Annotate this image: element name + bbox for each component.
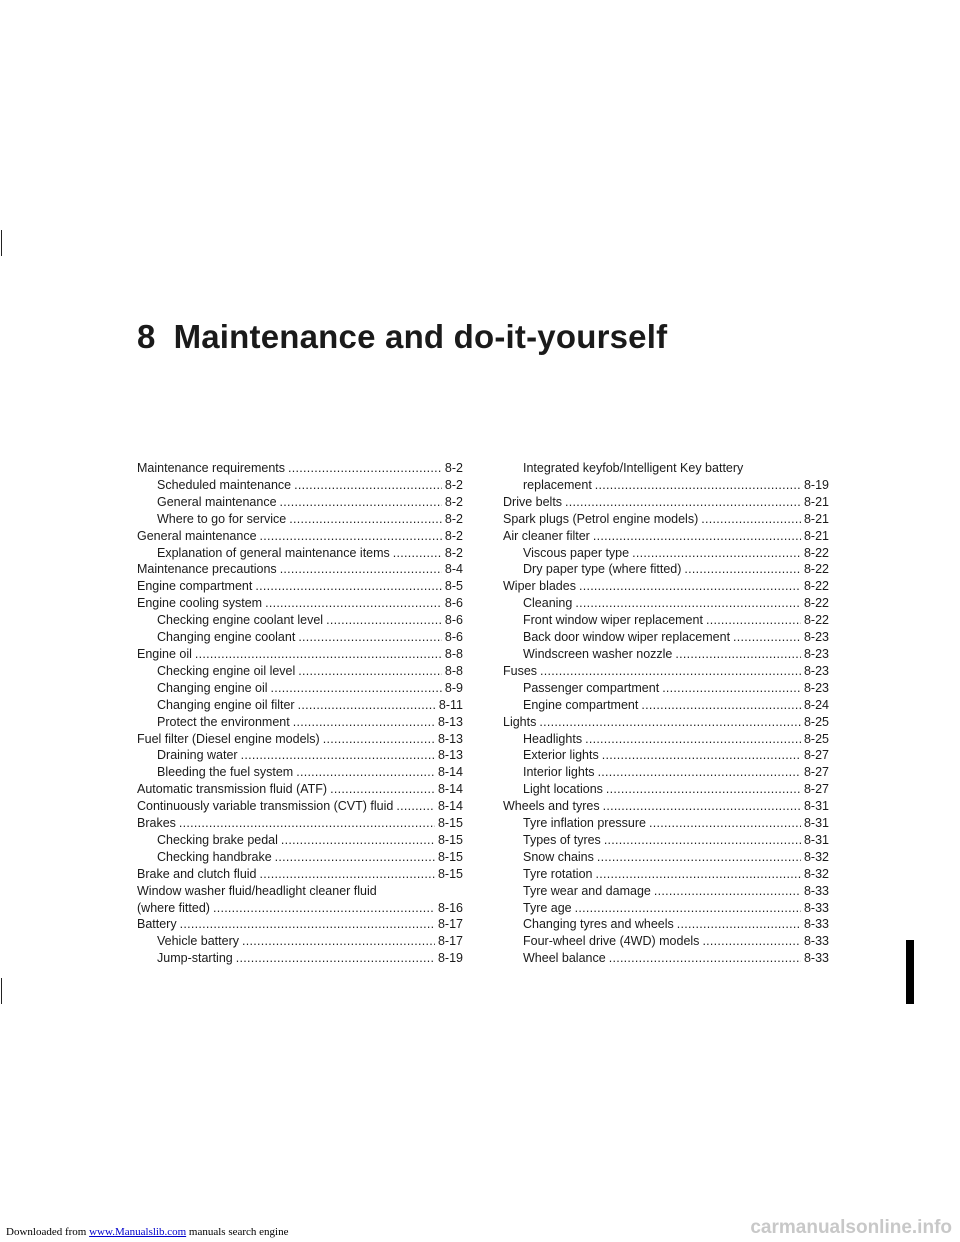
toc-entry-page: 8-32 <box>803 866 829 881</box>
toc-entry-label: Windscreen washer nozzle <box>523 646 673 661</box>
chapter-title-text: Maintenance and do-it-yourself <box>173 318 668 355</box>
toc-entry-page: 8-21 <box>803 528 829 543</box>
toc-entry-page: 8-23 <box>803 630 829 645</box>
toc-entry-page: 8-15 <box>437 816 463 831</box>
toc-entry[interactable] <box>503 781 829 798</box>
toc-entry[interactable] <box>503 578 829 595</box>
toc-entry[interactable] <box>137 731 463 748</box>
toc-entry-label: Changing tyres and wheels <box>523 917 674 932</box>
toc-entry-label: Automatic transmission fluid (ATF) <box>137 782 328 797</box>
toc-entry-page: 8-33 <box>803 951 829 966</box>
toc-entry-label: Maintenance precautions <box>137 562 277 577</box>
toc-leader-dots <box>595 866 800 883</box>
toc-entry[interactable] <box>503 629 829 646</box>
toc-entry-label: Interior lights <box>523 765 595 780</box>
toc-entry[interactable] <box>503 764 829 781</box>
toc-entry-page: 8-33 <box>803 934 829 949</box>
toc-entry[interactable] <box>137 680 463 697</box>
toc-leader-dots <box>632 545 801 562</box>
toc-entry-label: Protect the environment <box>157 714 290 729</box>
toc-entry-page: 8-22 <box>803 613 829 628</box>
toc-leader-dots <box>575 900 801 917</box>
toc-entry-page: 8-27 <box>803 782 829 797</box>
toc-entry[interactable] <box>503 561 829 578</box>
toc-entry-label: Back door window wiper replacement <box>523 630 731 645</box>
toc-entry-label: Cleaning <box>523 596 573 611</box>
toc-entry-page: 8-11 <box>438 697 463 712</box>
toc-entry-label: Front window wiper replacement <box>523 613 703 628</box>
download-footer <box>6 1226 288 1238</box>
toc-entry-label: Fuel filter (Diesel engine models) <box>137 731 320 746</box>
toc-entry[interactable] <box>503 731 829 748</box>
toc-entry[interactable] <box>137 528 463 545</box>
toc-leader-dots <box>604 832 801 849</box>
toc-leader-dots <box>662 680 801 697</box>
toc-leader-dots <box>280 561 442 578</box>
toc-entry[interactable] <box>503 798 829 815</box>
toc-entry-page: 8-21 <box>803 511 829 526</box>
toc-entry-label: Where to go for service <box>157 511 287 526</box>
toc-entry[interactable] <box>137 849 463 866</box>
chapter-title <box>137 318 667 356</box>
toc-entry[interactable] <box>503 612 829 629</box>
toc-leader-dots <box>597 849 801 866</box>
toc-entry-page: 8-21 <box>803 494 829 509</box>
toc-entry-page: 8-27 <box>803 748 829 763</box>
toc-entry-page: 8-16 <box>437 900 463 915</box>
toc-entry-label: Explanation of general maintenance items <box>157 545 390 560</box>
toc-entry-line[interactable]: Window washer fluid/headlight cleaner fluid <box>137 883 377 898</box>
toc-leader-dots <box>298 697 436 714</box>
toc-entry[interactable] <box>503 511 829 528</box>
toc-entry[interactable] <box>137 460 463 477</box>
toc-entry-page: 8-31 <box>803 816 829 831</box>
toc-leader-dots <box>654 883 801 900</box>
toc-entry-page: 8-24 <box>803 697 829 712</box>
toc-entry-page: 8-13 <box>437 731 463 746</box>
toc-leader-dots <box>393 545 442 562</box>
toc-leader-dots <box>241 747 435 764</box>
toc-leader-dots <box>236 950 435 967</box>
manualslib-link[interactable]: www.Manualslib.com <box>89 1226 187 1238</box>
toc-entry-label: Bleeding the fuel system <box>157 765 294 780</box>
toc-leader-dots <box>280 494 442 511</box>
toc-leader-dots <box>706 612 801 629</box>
toc-entry[interactable] <box>137 916 463 933</box>
toc-entry-page: 8-33 <box>803 883 829 898</box>
toc-entry-label: Battery <box>137 917 177 932</box>
toc-entry[interactable] <box>503 680 829 697</box>
toc-entry-page: 8-2 <box>444 461 463 475</box>
toc-entry-label: Brakes <box>137 816 176 831</box>
toc-entry[interactable] <box>503 747 829 764</box>
toc-entry[interactable] <box>503 950 829 967</box>
toc-entry[interactable] <box>137 663 463 680</box>
toc-entry-page: 8-2 <box>444 494 463 509</box>
toc-entry-page: 8-25 <box>803 731 829 746</box>
toc-entry-page: 8-19 <box>803 477 829 492</box>
crop-mark-bottom <box>1 978 2 1004</box>
toc-entry[interactable] <box>137 561 463 578</box>
toc-entry[interactable] <box>137 494 463 511</box>
toc-entry[interactable] <box>137 950 463 967</box>
footer-suffix: manuals search engine <box>186 1226 289 1238</box>
toc-leader-dots <box>330 781 435 798</box>
toc-entry-label: Changing engine oil filter <box>157 697 295 712</box>
toc-entry[interactable] <box>137 798 463 815</box>
toc-entry-page: 8-27 <box>803 765 829 780</box>
toc-entry-label: Tyre rotation <box>523 866 593 881</box>
toc-entry[interactable] <box>137 714 463 731</box>
toc-leader-dots <box>242 933 435 950</box>
toc-leader-dots <box>593 528 801 545</box>
toc-entry-label: Maintenance requirements <box>137 461 285 475</box>
toc-leader-dots <box>539 714 801 731</box>
toc-entry-page: 8-5 <box>444 579 463 594</box>
toc-entry[interactable] <box>137 511 463 528</box>
toc-entry[interactable] <box>137 866 463 883</box>
toc-entry-page: 8-13 <box>437 748 463 763</box>
toc-entry[interactable] <box>137 595 463 612</box>
toc-leader-dots <box>603 798 801 815</box>
toc-entry[interactable] <box>137 900 463 917</box>
toc-entry-label: Continuously variable transmission (CVT) fluid <box>137 799 394 814</box>
chapter-number: 8 <box>137 318 156 355</box>
toc-entry-label: Drive belts <box>503 494 563 509</box>
toc-leader-dots <box>293 714 435 731</box>
toc-entry[interactable] <box>503 646 829 663</box>
toc-entry-page: 8-25 <box>803 714 829 729</box>
toc-leader-dots <box>684 561 801 578</box>
toc-entry[interactable] <box>503 866 829 883</box>
toc-entry-label: Wheel balance <box>523 951 606 966</box>
toc-entry-page: 8-9 <box>444 680 463 695</box>
toc-entry[interactable] <box>137 764 463 781</box>
toc-entry-label: Spark plugs (Petrol engine models) <box>503 511 699 526</box>
toc-left-column <box>137 460 463 967</box>
toc-leader-dots <box>260 528 442 545</box>
toc-leader-dots <box>641 697 801 714</box>
toc-leader-dots <box>255 578 442 595</box>
toc-entry-page: 8-33 <box>803 917 829 932</box>
toc-entry[interactable] <box>137 578 463 595</box>
toc-leader-dots <box>606 781 801 798</box>
toc-leader-dots <box>396 798 435 815</box>
toc-entry[interactable] <box>503 900 829 917</box>
toc-entry-label: Viscous paper type <box>523 545 630 560</box>
toc-entry-label: Tyre age <box>523 900 572 915</box>
toc-entry-page: 8-22 <box>803 545 829 560</box>
toc-entry-page: 8-15 <box>437 849 463 864</box>
toc-entry-label: Fuses <box>503 663 538 678</box>
toc-entry-page: 8-23 <box>803 646 829 661</box>
toc-entry-page: 8-22 <box>803 579 829 594</box>
toc-leader-dots <box>733 629 801 646</box>
toc-entry-label: Dry paper type (where fitted) <box>523 562 682 577</box>
toc-entry-label: Engine cooling system <box>137 596 263 611</box>
toc-entry[interactable] <box>137 747 463 764</box>
toc-leader-dots <box>677 916 801 933</box>
toc-entry-label: General maintenance <box>137 528 257 543</box>
toc-entry-page: 8-8 <box>444 663 463 678</box>
toc-entry-page: 8-8 <box>444 646 463 661</box>
toc-entry[interactable] <box>503 545 829 562</box>
toc-leader-dots <box>298 629 442 646</box>
toc-entry[interactable] <box>137 781 463 798</box>
toc-entry-label: General maintenance <box>157 494 277 509</box>
toc-entry-label: (where fitted) <box>137 900 210 915</box>
toc-leader-dots <box>179 815 435 832</box>
toc-entry-label: Wiper blades <box>503 579 576 594</box>
toc-right-column <box>503 460 829 967</box>
toc-entry[interactable] <box>503 883 829 900</box>
toc-leader-dots <box>296 764 435 781</box>
toc-entry[interactable] <box>503 477 829 494</box>
toc-leader-dots <box>649 815 801 832</box>
watermark-text: carmanualsonline.info <box>750 1217 952 1238</box>
toc-entry[interactable] <box>503 832 829 849</box>
toc-entry-page: 8-15 <box>437 832 463 847</box>
toc-entry-page: 8-14 <box>437 799 463 814</box>
toc-leader-dots <box>565 494 801 511</box>
toc-leader-dots <box>298 663 442 680</box>
toc-entry-label: Draining water <box>157 748 238 763</box>
toc-leader-dots <box>585 731 801 748</box>
toc-entry-label: Engine compartment <box>523 697 639 712</box>
toc-entry-label: Vehicle battery <box>157 934 239 949</box>
toc-entry-page: 8-2 <box>444 528 463 543</box>
toc-entry-page: 8-6 <box>444 613 463 628</box>
toc-entry-page: 8-19 <box>437 951 463 966</box>
toc-entry-page: 8-13 <box>437 714 463 729</box>
toc-leader-dots <box>195 646 442 663</box>
toc-entry-page: 8-14 <box>437 782 463 797</box>
toc-entry[interactable] <box>137 646 463 663</box>
crop-mark-top <box>1 230 2 256</box>
toc-entry[interactable] <box>503 714 829 731</box>
toc-leader-dots <box>260 866 435 883</box>
toc-entry[interactable] <box>503 916 829 933</box>
toc-leader-dots <box>213 900 435 917</box>
toc-entry-page: 8-32 <box>803 849 829 864</box>
toc-entry-label: Changing engine coolant <box>157 630 296 645</box>
toc-entry-label: replacement <box>523 477 592 492</box>
toc-entry-label: Tyre inflation pressure <box>523 816 646 831</box>
toc-leader-dots <box>598 764 801 781</box>
toc-entry-page: 8-17 <box>437 917 463 932</box>
toc-entry-label: Lights <box>503 714 537 729</box>
toc-entry[interactable] <box>503 697 829 714</box>
toc-leader-dots <box>595 477 801 494</box>
toc-entry-label: Jump-starting <box>157 951 233 966</box>
toc-leader-dots <box>326 612 442 629</box>
toc-entry[interactable] <box>503 595 829 612</box>
toc-entry-page: 8-23 <box>803 663 829 678</box>
toc-entry-label: Engine compartment <box>137 579 253 594</box>
toc-leader-dots <box>675 646 801 663</box>
toc-entry-page: 8-2 <box>444 477 463 492</box>
chapter-tab-marker <box>906 940 914 1004</box>
toc-entry-page: 8-2 <box>444 545 463 560</box>
toc-entry-page: 8-17 <box>437 934 463 949</box>
toc-leader-dots <box>265 595 442 612</box>
toc-leader-dots <box>701 511 801 528</box>
toc-leader-dots <box>289 511 442 528</box>
toc-entry-label: Air cleaner filter <box>503 528 590 543</box>
toc-entry[interactable] <box>503 663 829 680</box>
toc-leader-dots <box>275 849 435 866</box>
toc-leader-dots <box>281 832 435 849</box>
toc-entry-label: Types of tyres <box>523 832 601 847</box>
toc-entry[interactable] <box>503 849 829 866</box>
toc-entry-page: 8-4 <box>444 562 463 577</box>
toc-entry[interactable] <box>137 545 463 562</box>
toc-entry-label: Tyre wear and damage <box>523 883 651 898</box>
toc-entry[interactable] <box>137 933 463 950</box>
toc-entry-label: Snow chains <box>523 849 594 864</box>
toc-leader-dots <box>575 595 801 612</box>
toc-entry[interactable] <box>137 477 463 494</box>
toc-entry-label: Passenger compartment <box>523 680 660 695</box>
toc-entry-page: 8-31 <box>803 799 829 814</box>
toc-entry-page: 8-31 <box>803 832 829 847</box>
toc-entry-page: 8-14 <box>437 765 463 780</box>
toc-entry-page: 8-23 <box>803 680 829 695</box>
toc-entry-page: 8-2 <box>444 511 463 526</box>
toc-entry-label: Checking brake pedal <box>157 832 278 847</box>
toc-entry[interactable] <box>503 815 829 832</box>
toc-leader-dots <box>294 477 442 494</box>
toc-entry-label: Brake and clutch fluid <box>137 866 257 881</box>
toc-entry-label: Exterior lights <box>523 748 599 763</box>
toc-entry-label: Light locations <box>523 782 603 797</box>
toc-entry-page: 8-6 <box>444 596 463 611</box>
toc-entry[interactable] <box>137 815 463 832</box>
toc-entry[interactable] <box>137 832 463 849</box>
toc-leader-dots <box>579 578 801 595</box>
toc-entry-page: 8-33 <box>803 900 829 915</box>
toc-entry[interactable] <box>137 612 463 629</box>
toc-entry[interactable] <box>503 933 829 950</box>
toc-entry-label: Wheels and tyres <box>503 799 600 814</box>
toc-entry-label: Checking handbrake <box>157 849 272 864</box>
toc-leader-dots <box>180 916 435 933</box>
toc-entry[interactable] <box>137 629 463 646</box>
toc-leader-dots <box>602 747 801 764</box>
toc-entry-label: Four-wheel drive (4WD) models <box>523 934 700 949</box>
toc-entry-label: Headlights <box>523 731 583 746</box>
toc-entry[interactable] <box>137 697 463 714</box>
toc-leader-dots <box>609 950 801 967</box>
toc-leader-dots <box>702 933 801 950</box>
toc-leader-dots <box>323 731 435 748</box>
toc-leader-dots <box>288 460 442 477</box>
toc-entry-label: Engine oil <box>137 646 192 661</box>
toc-entry-page: 8-15 <box>437 866 463 881</box>
footer-prefix: Downloaded from <box>6 1226 90 1238</box>
toc-entry-page: 8-22 <box>803 596 829 611</box>
toc-entry-page: 8-6 <box>444 630 463 645</box>
toc-entry-label: Checking engine coolant level <box>157 613 324 628</box>
toc-entry-label: Changing engine oil <box>157 680 268 695</box>
toc-entry-page: 8-22 <box>803 562 829 577</box>
toc-leader-dots <box>540 663 801 680</box>
toc-leader-dots <box>271 680 442 697</box>
toc-entry-line[interactable]: Integrated keyfob/Intelligent Key battery <box>523 461 744 475</box>
toc-entry-label: Scheduled maintenance <box>157 477 292 492</box>
toc-entry[interactable] <box>503 528 829 545</box>
toc-entry-label: Checking engine oil level <box>157 663 296 678</box>
toc-entry[interactable] <box>503 494 829 511</box>
